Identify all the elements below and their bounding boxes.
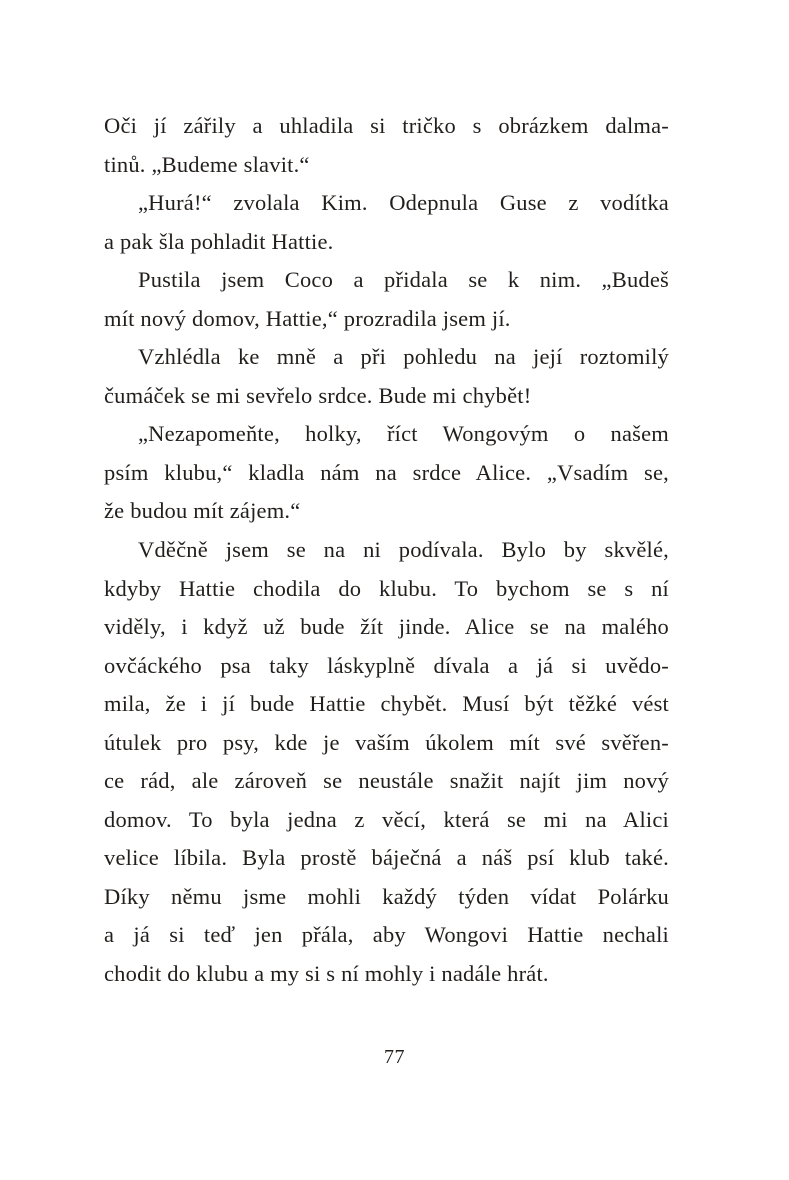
text-line: viděly, i když už bude žít jinde. Alice se na malého [104, 614, 669, 640]
text-line: Vděčně jsem se na ni podívala. Bylo by skvělé, [138, 537, 669, 563]
paragraph [104, 184, 669, 261]
text-line: velice líbila. Byla prostě báječná a náš psí klub také. [104, 845, 669, 871]
text-line: Vzhlédla ke mně a při pohledu na její roztomilý [138, 344, 669, 370]
text-line: mila, že i jí bude Hattie chybět. Musí být těžké vést [104, 691, 669, 717]
text-line: „Hurá!“ zvolala Kim. Odepnula Guse z vodítka [138, 190, 669, 216]
paragraph [104, 415, 669, 531]
text-line: mít nový domov, Hattie,“ prozradila jsem jí. [104, 305, 511, 331]
paragraph [104, 531, 669, 994]
paragraph [104, 107, 669, 184]
text-line: chodit do klubu a my si s ní mohly i nadále hrát. [104, 961, 549, 987]
text-line: domov. To byla jedna z věcí, která se mi na Alici [104, 806, 669, 832]
text-line: kdyby Hattie chodila do klubu. To bychom se s ní [104, 575, 669, 601]
text-line: psím klubu,“ kladla nám na srdce Alice. „Vsadím se, [104, 459, 669, 485]
text-line: že budou mít zájem.“ [104, 498, 301, 524]
text-line: tinů. „Budeme slavit.“ [104, 151, 310, 177]
text-line: Oči jí zářily a uhladila si tričko s obrázkem dalma- [104, 113, 669, 138]
text-line: a já si teď jen přála, aby Wongovi Hattie nechali [104, 922, 669, 948]
text-line: „Nezapomeňte, holky, říct Wongovým o našem [138, 421, 669, 447]
page-number: 77 [384, 1046, 405, 1068]
text-line: Pustila jsem Coco a přidala se k nim. „Budeš [138, 267, 669, 293]
text-line: čumáček se mi sevřelo srdce. Bude mi chybět! [104, 382, 532, 408]
paragraph [104, 261, 669, 338]
paragraph [104, 338, 669, 415]
text-line: útulek pro psy, kde je vaším úkolem mít své svěřen- [104, 729, 669, 755]
text-line: Díky němu jsme mohli každý týden vídat Polárku [104, 883, 669, 909]
text-line: ovčáckého psa taky láskyplně dívala a já si uvědo- [104, 652, 669, 678]
text-line: ce rád, ale zároveň se neustále snažit najít jim nový [104, 768, 669, 794]
text-block [104, 107, 669, 994]
text-line: a pak šla pohladit Hattie. [104, 228, 334, 254]
